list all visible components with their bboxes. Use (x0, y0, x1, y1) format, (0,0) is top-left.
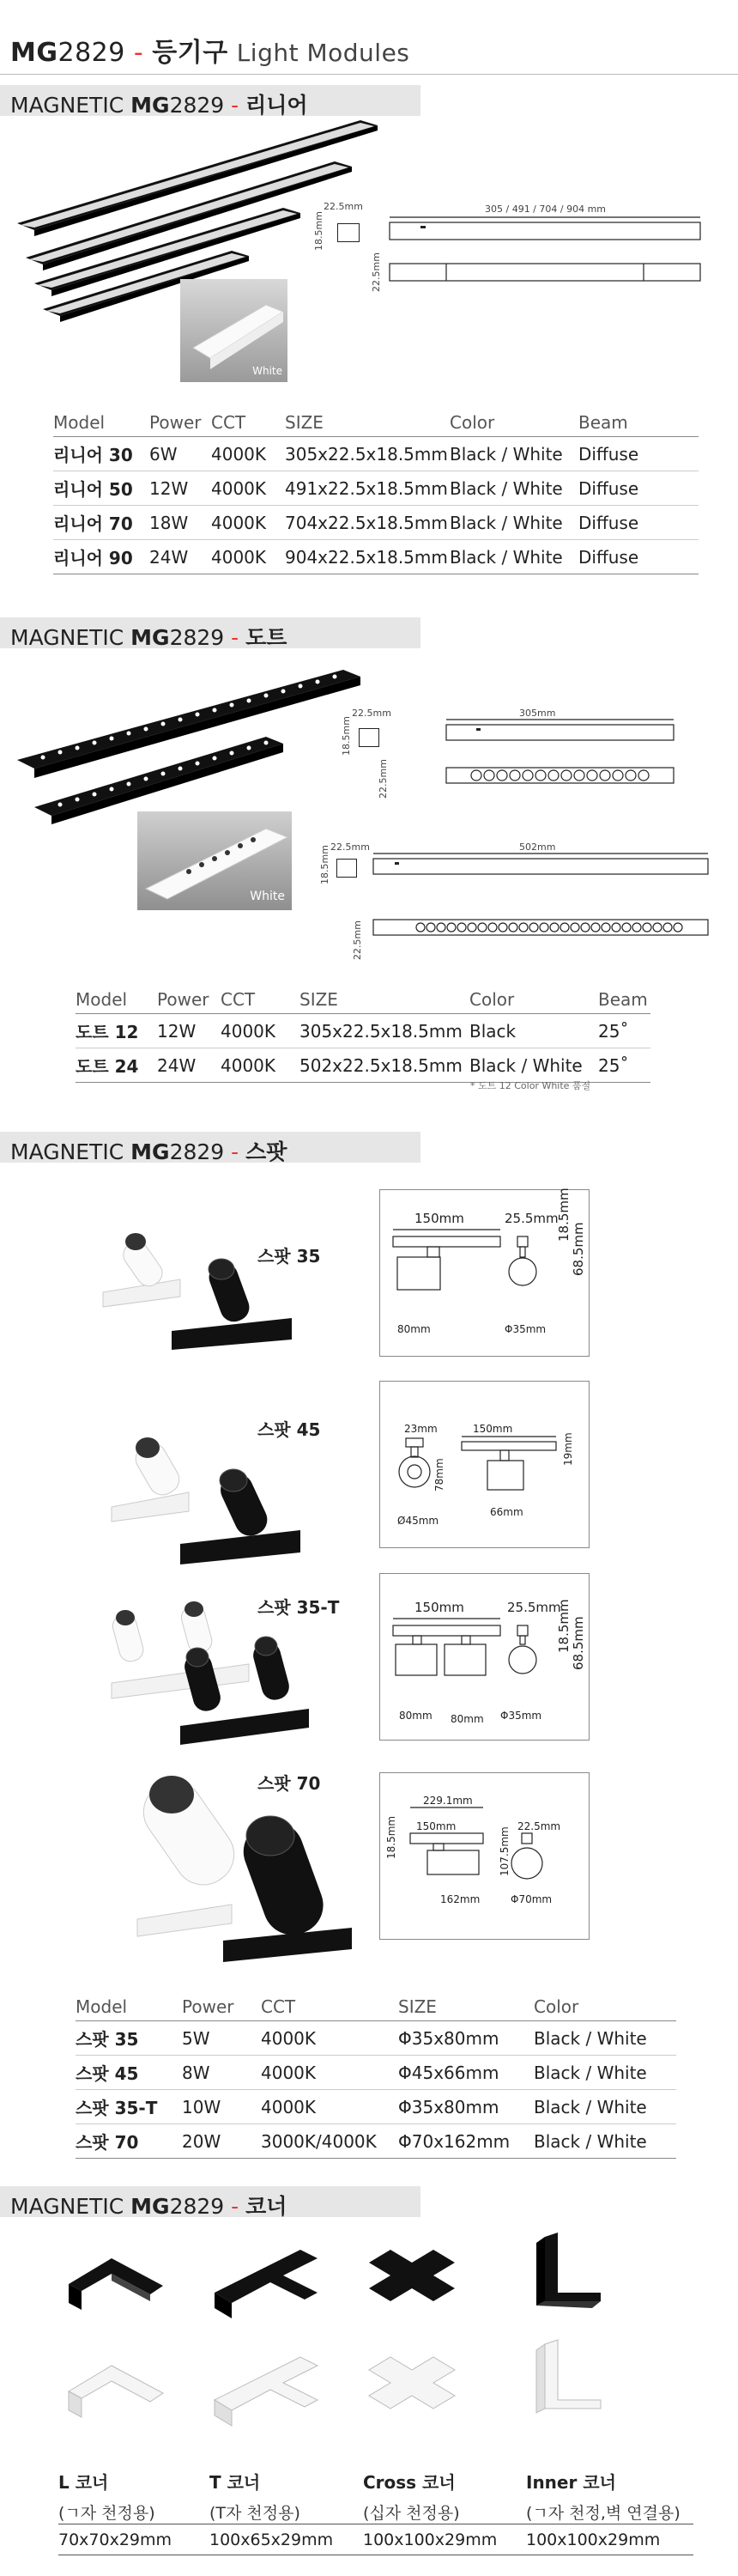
cell: 305x22.5x18.5mm (285, 437, 450, 471)
col-power: Power (157, 986, 221, 1014)
spot-label: 스팟 45 (257, 1419, 321, 1440)
col-cct: CCT (221, 986, 299, 1014)
dim: Φ35mm (500, 1710, 542, 1722)
col-cct: CCT (261, 1993, 398, 2021)
dim: 22.5mm (517, 1820, 561, 1832)
cell: Φ45x66mm (398, 2056, 534, 2090)
sec-brand: MG (130, 2194, 170, 2219)
dim-height: 18.5mm (319, 845, 330, 884)
dim-width: 22.5mm (330, 841, 370, 853)
sec-prefix: MAGNETIC (10, 625, 131, 650)
cell: 3000K/4000K (261, 2124, 398, 2159)
dim: 162mm (440, 1893, 481, 1905)
model-text: 2829 (57, 38, 125, 68)
dim: 25.5mm (507, 1600, 561, 1615)
inner-corner-white (536, 2340, 601, 2413)
cell: 24W (157, 1048, 221, 1083)
dim: 150mm (414, 1600, 464, 1615)
section-title-spot (0, 1132, 420, 1163)
linear-spec-table (53, 409, 699, 574)
dim: Ø45mm (397, 1515, 439, 1527)
cell: 스팟 45 (76, 2056, 182, 2090)
spot-label: 스팟 35-T (257, 1597, 340, 1618)
cell: 4000K (261, 2090, 398, 2124)
spot-label: 스팟 35 (257, 1246, 321, 1267)
cell: 도트 12 (76, 1014, 157, 1048)
section-title-corner (0, 2186, 420, 2217)
cell: 904x22.5x18.5mm (285, 540, 450, 574)
corner-item (526, 2469, 706, 2524)
cell: Diffuse (578, 471, 699, 506)
corner-item (363, 2469, 526, 2524)
dim-length: 305mm (519, 708, 556, 719)
dim: 18.5mm (556, 1188, 572, 1242)
col-model: Model (53, 409, 149, 437)
cell: 491x22.5x18.5mm (285, 471, 450, 506)
cell: 4000K (211, 506, 285, 540)
cell: 4000K (221, 1014, 299, 1048)
profile-box (337, 223, 360, 242)
dim: 68.5mm (571, 1616, 586, 1670)
dim: 150mm (473, 1423, 513, 1435)
divider (0, 74, 738, 75)
spot-spec-table (76, 1993, 676, 2159)
cell: Black / White (534, 2056, 676, 2090)
module-text: Light Modules (236, 39, 410, 67)
sec-dash: - (224, 93, 246, 118)
cell: 704x22.5x18.5mm (285, 506, 450, 540)
col-cct: CCT (211, 409, 285, 437)
cell: 502x22.5x18.5mm (299, 1048, 469, 1083)
sec-brand: MG (130, 1139, 170, 1164)
dim: 80mm (451, 1713, 484, 1725)
cell: 스팟 35 (76, 2021, 182, 2056)
col-size: SIZE (285, 409, 450, 437)
linear-white-thumbnail (180, 279, 287, 382)
cell: 5W (182, 2021, 261, 2056)
cell: 12W (157, 1014, 221, 1048)
dim-height: 18.5mm (341, 716, 352, 756)
cross-corner-black (369, 2250, 455, 2301)
dot-white-thumbnail (137, 811, 292, 910)
corner-labels (58, 2469, 693, 2563)
dim: 68.5mm (571, 1222, 586, 1276)
dim: 18.5mm (385, 1815, 397, 1859)
inner-corner-black (536, 2233, 601, 2308)
corner-label: L 코너 (58, 2472, 109, 2493)
dot-drawing-1 (395, 714, 678, 800)
corner-item (58, 2469, 213, 2524)
col-size: SIZE (398, 1993, 534, 2021)
cell: 리니어 50 (53, 471, 149, 506)
corner-label: Cross 코너 (363, 2472, 456, 2493)
corner-size: 100x65x29mm (209, 2530, 334, 2549)
col-power: Power (149, 409, 211, 437)
cell: 25˚ (598, 1048, 650, 1083)
corner-size: 70x70x29mm (58, 2530, 172, 2549)
cell: 4000K (211, 540, 285, 574)
dim-width: 22.5mm (324, 201, 363, 212)
table-row (76, 2021, 676, 2056)
cell: 스팟 70 (76, 2124, 182, 2159)
table-row (76, 1014, 650, 1048)
brand-text: MG (10, 38, 58, 68)
table-row (76, 2056, 676, 2090)
dim-side: 22.5mm (378, 759, 389, 799)
white-label: White (250, 890, 285, 903)
dim: 18.5mm (556, 1599, 572, 1653)
cell: 리니어 90 (53, 540, 149, 574)
corner-sub: (십자 천정용) (363, 2504, 460, 2523)
dot-note: * 도트 12 Color White 품절 (470, 1080, 591, 1091)
cell: Black / White (450, 437, 578, 471)
cell: Diffuse (578, 506, 699, 540)
corner-images (51, 2233, 704, 2464)
table-row (53, 437, 699, 471)
cell: 8W (182, 2056, 261, 2090)
t-corner-white (215, 2357, 318, 2426)
dim-length: 305 / 491 / 704 / 904 mm (485, 204, 607, 215)
sec-model: 2829 (169, 625, 225, 650)
cell: 리니어 30 (53, 437, 149, 471)
cell: 도트 24 (76, 1048, 157, 1083)
cell: Black (469, 1014, 598, 1048)
sec-dash: - (224, 1139, 246, 1164)
sec-brand: MG (130, 93, 170, 118)
col-model: Model (76, 1993, 182, 2021)
cell: Diffuse (578, 540, 699, 574)
cell: 18W (149, 506, 211, 540)
table-row (76, 2090, 676, 2124)
col-model: Model (76, 986, 157, 1014)
col-power: Power (182, 1993, 261, 2021)
col-beam: Beam (578, 409, 699, 437)
drawing-lines (380, 1773, 590, 1941)
corner-sub: (ㄱ자 천정용) (58, 2504, 155, 2523)
col-color: Color (450, 409, 578, 437)
dim: Φ70mm (511, 1893, 553, 1905)
col-color: Color (469, 986, 598, 1014)
dim: 229.1mm (423, 1795, 473, 1807)
dim: 66mm (490, 1506, 523, 1518)
col-beam: Beam (598, 986, 650, 1014)
cell: Black / White (450, 471, 578, 506)
sec-prefix: MAGNETIC (10, 93, 131, 118)
corner-label: T 코너 (209, 2472, 261, 2493)
dim-height: 18.5mm (313, 211, 324, 251)
corner-sub: (ㄱ자 천정,벽 연결용) (526, 2504, 681, 2523)
cell: Φ70x162mm (398, 2124, 534, 2159)
sec-dash: - (224, 2194, 246, 2219)
cell: 리니어 70 (53, 506, 149, 540)
cell: 12W (149, 471, 211, 506)
table-row (76, 2124, 676, 2159)
dim-length: 502mm (519, 841, 556, 853)
category-text: 등기구 (152, 38, 228, 68)
cell: Black / White (534, 2021, 676, 2056)
cell: Diffuse (578, 437, 699, 471)
cell: Φ35x80mm (398, 2021, 534, 2056)
cell: Black / White (450, 540, 578, 574)
dim: 78mm (433, 1458, 445, 1492)
corner-size: 100x100x29mm (526, 2530, 661, 2549)
table-row (53, 506, 699, 540)
dim: Φ35mm (505, 1323, 547, 1335)
cross-corner-white (369, 2357, 455, 2409)
dim: 19mm (562, 1432, 574, 1466)
spot-label: 스팟 70 (257, 1773, 321, 1794)
dot-spec-table (76, 986, 650, 1083)
cell: 25˚ (598, 1014, 650, 1048)
table-row (53, 471, 699, 506)
cell: 20W (182, 2124, 261, 2159)
dim: 80mm (399, 1710, 433, 1722)
sec-dash: - (224, 625, 246, 650)
dim: 150mm (414, 1211, 464, 1226)
dim: 150mm (416, 1820, 457, 1832)
sec-name: 도트 (245, 625, 287, 650)
col-size: SIZE (299, 986, 469, 1014)
dim: 80mm (397, 1323, 431, 1335)
corner-sub: (T자 천정용) (209, 2504, 300, 2523)
corner-size: 100x100x29mm (363, 2530, 498, 2549)
cell: 4000K (261, 2056, 398, 2090)
cell: 4000K (221, 1048, 299, 1083)
dot-drawing-2 (369, 848, 712, 939)
cell: Black / White (450, 506, 578, 540)
spot35-image (94, 1202, 309, 1357)
cell: 4000K (211, 471, 285, 506)
cell: Φ35x80mm (398, 2090, 534, 2124)
spot35-drawing (379, 1189, 590, 1357)
linear-drawing (386, 210, 704, 305)
sec-model: 2829 (169, 2194, 225, 2219)
sec-name: 스팟 (245, 1139, 287, 1164)
profile-box (336, 859, 357, 878)
dim-side: 22.5mm (371, 252, 382, 292)
sec-prefix: MAGNETIC (10, 2194, 131, 2219)
profile-box (359, 728, 379, 747)
col-color: Color (534, 1993, 676, 2021)
sec-model: 2829 (169, 93, 225, 118)
dim-side: 22.5mm (352, 920, 363, 960)
section-title-linear (0, 85, 420, 116)
corner-label: Inner 코너 (526, 2472, 616, 2493)
cell: 305x22.5x18.5mm (299, 1014, 469, 1048)
cell: 4000K (261, 2021, 398, 2056)
cell: 4000K (211, 437, 285, 471)
sec-model: 2829 (169, 1139, 225, 1164)
cell: Black / White (534, 2090, 676, 2124)
white-label: White (252, 365, 282, 377)
l-corner-white (69, 2366, 163, 2417)
dim: 23mm (404, 1423, 438, 1435)
cell: 24W (149, 540, 211, 574)
spot70-image (129, 1760, 360, 1966)
sec-name: 리니어 (245, 93, 308, 118)
spot70-drawing (379, 1772, 590, 1940)
spot35t-drawing (379, 1573, 590, 1741)
t-corner-black (215, 2250, 318, 2318)
cell: Black / White (469, 1048, 598, 1083)
cell: Black / White (534, 2124, 676, 2159)
table-row (53, 540, 699, 574)
l-corner-black (69, 2258, 163, 2310)
section-title-dot (0, 617, 420, 648)
dim: 25.5mm (505, 1211, 559, 1226)
dash-text: - (124, 38, 153, 68)
cell: 10W (182, 2090, 261, 2124)
dim: 107.5mm (499, 1826, 511, 1876)
spot45-drawing (379, 1381, 590, 1548)
sec-brand: MG (130, 625, 170, 650)
corner-item (209, 2469, 364, 2524)
page-title (10, 31, 409, 69)
cell: 6W (149, 437, 211, 471)
sec-prefix: MAGNETIC (10, 1139, 131, 1164)
table-row (76, 1048, 650, 1083)
sec-name: 코너 (245, 2194, 287, 2219)
cell: 스팟 35-T (76, 2090, 182, 2124)
dim-width: 22.5mm (352, 708, 391, 719)
